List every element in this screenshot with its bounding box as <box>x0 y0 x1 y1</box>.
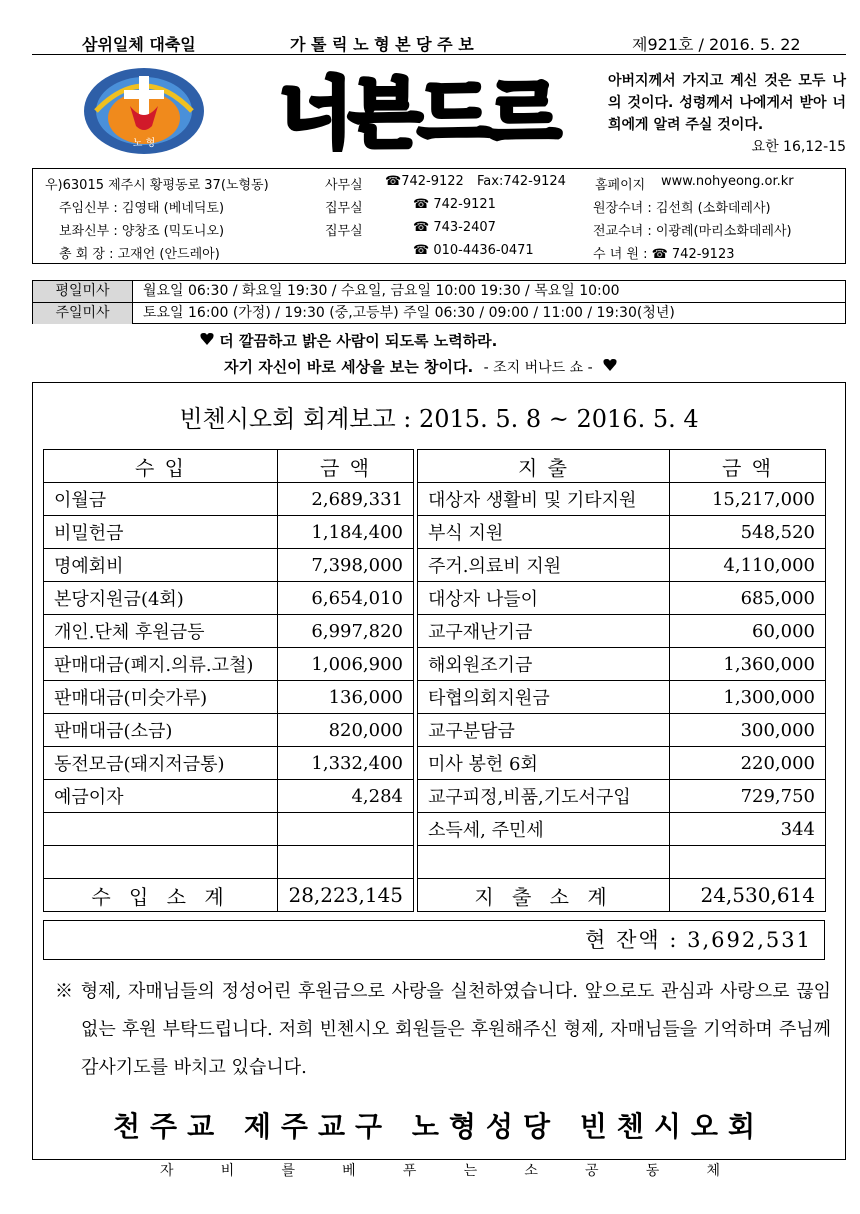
table-row <box>44 483 826 516</box>
staff-extra: 원장수녀 : 김선희 (소화데레사) <box>593 201 771 216</box>
ledger-cell-income-amount: 136,000 <box>278 681 414 714</box>
motto-text-1: 더 깔끔하고 밝은 사람이 되도록 노력하라. <box>219 332 498 350</box>
parish-logo-icon <box>82 66 206 156</box>
ledger-cell-expense: 주거.의료비 지원 <box>418 549 670 582</box>
table-row <box>44 648 826 681</box>
ledger-cell-income: 비밀헌금 <box>44 516 278 549</box>
weekday-mass-label: 평일미사 <box>33 281 133 302</box>
income-header: 수 입 <box>44 450 278 483</box>
ledger-cell-expense: 부식 지원 <box>418 516 670 549</box>
table-row <box>44 714 826 747</box>
ledger-header-row <box>44 450 826 483</box>
ledger-cell-expense-amount: 1,360,000 <box>670 648 826 681</box>
accounting-report <box>32 382 846 1160</box>
bulletin-header-line <box>32 28 846 54</box>
ledger-cell-expense-amount: 548,520 <box>670 516 826 549</box>
masthead-text: 너븐드르 <box>279 69 557 158</box>
ledger-cell-income-amount <box>278 846 414 879</box>
thanks-note <box>55 973 831 1087</box>
motto-author: - 조지 버나드 쇼 - <box>483 360 593 376</box>
staff-place: 집무실 <box>325 201 363 216</box>
info-row-address <box>33 171 845 193</box>
mass-schedule <box>32 280 846 324</box>
footer-char: 는 <box>463 1163 478 1179</box>
heart-icon <box>200 332 214 346</box>
table-row <box>44 516 826 549</box>
ledger-cell-expense-amount: 15,217,000 <box>670 483 826 516</box>
ledger-cell-expense: 미사 봉헌 6회 <box>418 747 670 780</box>
quote-text: 아버지께서 가지고 계신 것은 모두 나의 것이다. 성령께서 나에게서 받아 너희에게 알려 주실 것이다. <box>608 73 846 133</box>
feast-name: 삼위일체 대축일 <box>82 35 196 54</box>
footer-char: 베 <box>342 1163 356 1179</box>
sunday-mass-label: 주일미사 <box>33 303 133 324</box>
footer-char: 동 <box>645 1163 660 1179</box>
ledger-cell-income: 본당지원금(4회) <box>44 582 278 615</box>
sunday-mass-times: 토요일 16:00 (가정) / 19:30 (중,고등부) 주일 06:30 / 09:00 / 11:00 / 19:30(청년) <box>143 305 675 321</box>
logo-text: 노 형 <box>132 138 156 149</box>
ledger-cell-income: 개인.단체 후원금등 <box>44 615 278 648</box>
address: 우)63015 제주시 황평동로 37(노형동) <box>45 178 269 193</box>
ledger-cell-expense <box>418 846 670 879</box>
expense-header: 지 출 <box>418 450 670 483</box>
ledger-cell-expense: 대상자 나들이 <box>418 582 670 615</box>
ledger-cell-income-amount: 1,006,900 <box>278 648 414 681</box>
ledger-cell-expense-amount <box>670 846 826 879</box>
ledger-cell-income-amount: 6,654,010 <box>278 582 414 615</box>
staff-role: 주임신부 : 김영태 (베네딕토) <box>59 201 225 216</box>
info-row <box>33 194 845 216</box>
weekday-mass-times: 월요일 06:30 / 화요일 19:30 / 수요일, 금요일 10:00 19:30 / 목요일 10:00 <box>143 283 620 299</box>
expense-total-label: 지 출 소 계 <box>418 879 670 912</box>
motto <box>200 328 760 381</box>
ledger-cell-income <box>44 846 278 879</box>
staff-extra: 수 녀 원 : ☎ 742-9123 <box>593 247 735 262</box>
homepage-label: 홈페이지 <box>595 178 646 193</box>
ledger-cell-expense-amount: 344 <box>670 813 826 846</box>
ledger-cell-expense: 타협의회지원금 <box>418 681 670 714</box>
parish-info-box <box>32 168 846 264</box>
organization-signature: 천주교 제주교구 노형성당 빈첸시오회 <box>112 1110 765 1143</box>
staff-place: 집무실 <box>325 224 363 239</box>
ledger-cell-income-amount: 6,997,820 <box>278 615 414 648</box>
motto-line-1 <box>200 328 760 354</box>
motto-line-2 <box>200 354 760 381</box>
info-row <box>33 217 845 239</box>
expense-total: 24,530,614 <box>670 879 826 912</box>
ledger-cell-income: 판매대금(폐지.의류.고철) <box>44 648 278 681</box>
ledger-cell-income: 판매대금(미숫가루) <box>44 681 278 714</box>
office-label: 사무실 <box>325 178 363 193</box>
ledger-cell-income-amount: 1,184,400 <box>278 516 414 549</box>
staff-tel: ☎ 010-4436-0471 <box>413 243 534 258</box>
footer-char: 공 <box>585 1163 599 1179</box>
footer-char: 를 <box>281 1163 295 1179</box>
weekday-mass-row <box>33 281 845 302</box>
ledger-cell-income-amount: 4,284 <box>278 780 414 813</box>
ledger-cell-income-amount: 820,000 <box>278 714 414 747</box>
ledger-total-row <box>44 879 826 912</box>
quote-reference: 요한 16,12-15 <box>751 139 846 155</box>
note-text: ※ 형제, 자매님들의 정성어린 후원금으로 사랑을 실천하였습니다. 앞으로도 관심과 사랑으로 끊임없는 후원 부탁드립니다. 저희 빈첸시오 회원들은 후원해주신 형제, 자매님들을 기억하며 주님께 감사기도를 바치고 있습니다. <box>55 981 831 1078</box>
ledger-cell-income: 이월금 <box>44 483 278 516</box>
ledger-cell-income-amount: 1,332,400 <box>278 747 414 780</box>
bulletin-name: 가 톨 릭 노 형 본 당 주 보 <box>290 35 474 54</box>
ledger-cell-expense-amount: 729,750 <box>670 780 826 813</box>
info-row <box>33 240 845 262</box>
table-row <box>44 549 826 582</box>
ledger-cell-income-amount <box>278 813 414 846</box>
ledger-cell-expense: 소득세, 주민세 <box>418 813 670 846</box>
homepage-link[interactable]: www.nohyeong.or.kr <box>661 174 794 189</box>
ledger-cell-income: 동전모금(돼지저금통) <box>44 747 278 780</box>
income-total: 28,223,145 <box>278 879 414 912</box>
staff-role: 총 회 장 : 고재언 (안드레아) <box>59 247 220 262</box>
ledger-cell-expense-amount: 4,110,000 <box>670 549 826 582</box>
footer-char: 체 <box>706 1163 720 1179</box>
footer-slogan <box>160 1160 720 1180</box>
table-row <box>44 681 826 714</box>
ledger-cell-expense-amount: 220,000 <box>670 747 826 780</box>
ledger-cell-expense: 교구재난기금 <box>418 615 670 648</box>
masthead-title <box>268 68 568 158</box>
footer-char: 푸 <box>402 1163 417 1179</box>
ledger-cell-expense: 해외원조기금 <box>418 648 670 681</box>
motto-text-2: 자기 자신이 바로 세상을 보는 창이다. <box>224 358 474 376</box>
issue-number: 제921호 / 2016. 5. 22 <box>632 35 801 54</box>
table-row <box>44 813 826 846</box>
staff-tel: ☎ 742-9121 <box>413 197 496 212</box>
footer-char: 자 <box>160 1163 174 1179</box>
ledger-cell-expense-amount: 1,300,000 <box>670 681 826 714</box>
ledger-cell-expense: 교구분담금 <box>418 714 670 747</box>
sunday-mass-row <box>33 302 845 324</box>
ledger-cell-income: 예금이자 <box>44 780 278 813</box>
heart-icon <box>603 358 617 372</box>
ledger-table <box>43 449 826 912</box>
income-total-label: 수 입 소 계 <box>44 879 278 912</box>
table-row <box>44 846 826 879</box>
header-divider <box>32 54 846 55</box>
ledger-cell-income: 명예회비 <box>44 549 278 582</box>
table-row <box>44 582 826 615</box>
ledger-cell-expense: 대상자 생활비 및 기타지원 <box>418 483 670 516</box>
office-tel: ☎742-9122 <box>385 174 464 189</box>
ledger-cell-expense: 교구피정,비품,기도서구입 <box>418 780 670 813</box>
table-row <box>44 780 826 813</box>
ledger-cell-expense-amount: 60,000 <box>670 615 826 648</box>
ledger-cell-income-amount: 7,398,000 <box>278 549 414 582</box>
ledger-cell-income-amount: 2,689,331 <box>278 483 414 516</box>
table-row <box>44 615 826 648</box>
current-balance: 현 잔액 : 3,692,531 <box>43 920 825 960</box>
staff-extra: 전교수녀 : 이광례(마리소화데레사) <box>593 224 792 239</box>
fax: Fax:742-9124 <box>477 174 566 189</box>
income-amount-header: 금 액 <box>278 450 414 483</box>
ledger-cell-income: 판매대금(소금) <box>44 714 278 747</box>
table-row <box>44 747 826 780</box>
scripture-quote <box>608 70 846 158</box>
expense-amount-header: 금 액 <box>670 450 826 483</box>
footer-char: 소 <box>524 1163 538 1179</box>
ledger-cell-expense-amount: 300,000 <box>670 714 826 747</box>
report-title: 빈첸시오회 회계보고 : 2015. 5. 8 ~ 2016. 5. 4 <box>179 405 699 433</box>
footer-char: 비 <box>220 1163 235 1179</box>
ledger-cell-income <box>44 813 278 846</box>
ledger-cell-expense-amount: 685,000 <box>670 582 826 615</box>
staff-role: 보좌신부 : 양창조 (믹도니오) <box>59 224 225 239</box>
staff-tel: ☎ 743-2407 <box>413 220 496 235</box>
